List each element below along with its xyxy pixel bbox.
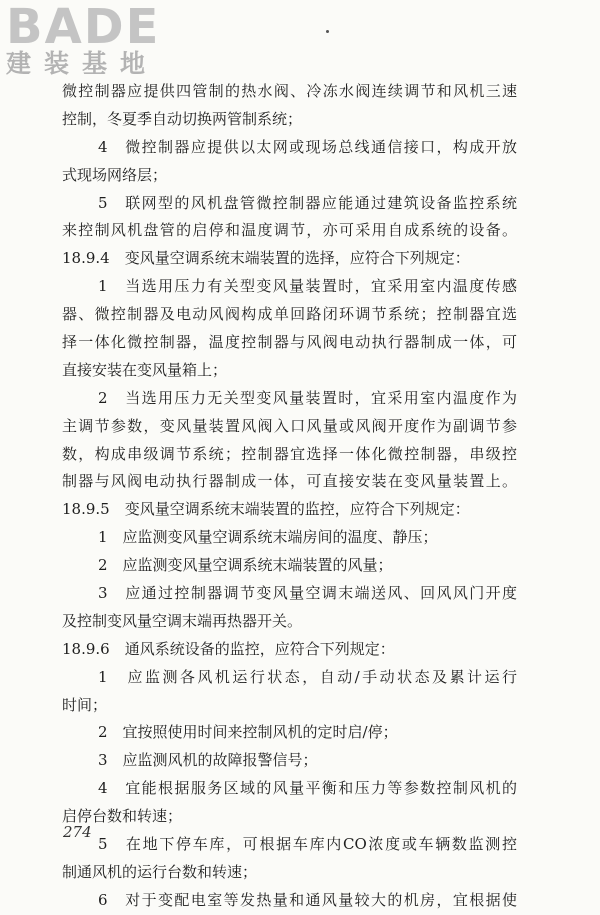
list-item-line: 1 应监测变风量空调系统末端房间的温度、静压； [98,528,438,547]
section-heading: 18.9.6 通风系统设备的监控，应符合下列规定： [62,639,395,658]
text-line: 来控制风机盘管的启停和温度调节，亦可采用自成系统的设备。 [62,221,517,240]
section-heading: 18.9.4 变风量空调系统末端装置的选择，应符合下列规定： [62,249,470,268]
list-item-line: 2 宜按照使用时间来控制风机的定时启/停； [98,723,398,742]
list-item-line: 3 应通过控制器调节变风量空调末端送风、回风风门开度 [98,584,517,603]
text-line: 及控制变风量空调末端再热器开关。 [62,611,303,630]
text-line: 微控制器应提供四管制的热水阀、冷冻水阀连续调节和风机三速 [62,82,517,100]
list-item-line: 2 当选用压力无关型变风量装置时，宜采用室内温度作为 [98,388,517,407]
list-item-line: 1 应监测各风机运行状态，自动/手动状态及累计运行 [98,667,517,686]
list-item-line: 1 当选用压力有关型变风量装置时，宜采用室内温度传感 [98,277,517,296]
list-item-line: 5 联网型的风机盘管微控制器应能通过建筑设备监控系统 [98,193,517,212]
page-number: 274 [63,823,92,841]
text-line: 时间； [62,695,108,714]
list-item-line: 4 微控制器应提供以太网或现场总线通信接口，构成开放 [98,137,517,156]
watermark-subtitle: 建装基地 [6,49,159,78]
list-item-line: 5 在地下停车库，可根据车库内CO浓度或车辆数监测控 [98,835,517,854]
list-item-line: 3 应监测风机的故障报警信号； [98,751,318,770]
text-line: 器、微控制器及电动风阀构成单回路闭环调节系统；控制器宜选 [62,305,517,324]
list-item-line: 2 应监测变风量空调系统末端装置的风量； [98,556,393,575]
text-line: 制器与风阀电动执行器制成一体，可直接安装在变风量装置上。 [62,472,517,491]
text-line: 控制，冬夏季自动切换两管制系统； [62,109,303,128]
list-item-line: 6 对于变配电室等发热量和通风量较大的机房，宜根据使 [98,890,517,909]
watermark-brand: BADE [6,0,161,55]
text-line: 制通风机的运行台数和转速； [62,862,258,881]
document-body [62,78,517,915]
text-line: 主调节参数，变风量装置风阀入口风量或风阀开度作为副调节参 [62,416,517,435]
text-line: 择一体化微控制器，温度控制器与风阀电动执行器制成一体，可 [62,333,517,352]
text-line: 式现场网络层； [62,165,168,184]
watermark-logo [6,0,161,78]
text-line: 数，构成串级调节系统；控制器宜选择一体化微控制器，串级控 [62,444,517,463]
section-heading: 18.9.5 变风量空调系统末端装置的监控，应符合下列规定： [62,500,470,519]
text-line: 启停台数和转速； [62,807,183,826]
scan-speck [326,30,329,33]
list-item-line: 4 宜能根据服务区域的风量平衡和压力等参数控制风机的 [98,779,517,798]
text-line: 直接安装在变风量箱上； [62,360,228,379]
